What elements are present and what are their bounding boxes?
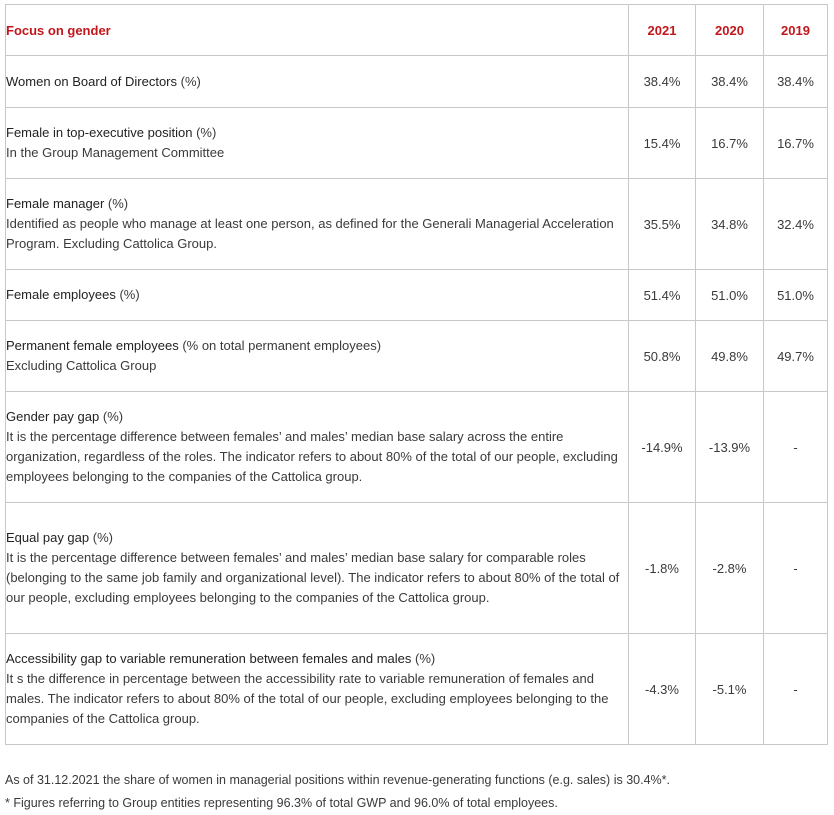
table-title: Focus on gender: [6, 5, 629, 56]
value-2019: -: [764, 503, 828, 634]
value-2020: 34.8%: [696, 179, 764, 270]
table-row: [6, 503, 828, 634]
year-header-2019: 2019: [764, 5, 828, 56]
indicator-name: Accessibility gap to variable remuneration between females and males: [6, 651, 412, 666]
value-2019: 51.0%: [764, 270, 828, 321]
value-2019: -: [764, 634, 828, 745]
value-2021: 50.8%: [629, 321, 696, 392]
value-2021: 51.4%: [629, 270, 696, 321]
indicator-description: It s the difference in percentage between the accessibility rate to variable remuneration of females and males. The indicator refers to about 80% of the total of our people, excluding employees belonging to the companies of the Cattolica group.: [6, 671, 609, 726]
indicator-description: In the Group Management Committee: [6, 145, 225, 160]
row-label: [6, 270, 629, 321]
indicator-name: Female employees: [6, 287, 116, 302]
table-row: [6, 56, 828, 108]
value-2021: 35.5%: [629, 179, 696, 270]
indicator-description: It is the percentage difference between females’ and males’ median base salary across the entire organization, regardless of the roles. The indicator refers to about 80% of the total of our people, excluding employees belonging to the companies of the Cattolica group.: [6, 429, 618, 484]
value-2020: 38.4%: [696, 56, 764, 108]
row-label: [6, 634, 629, 745]
table-row: [6, 179, 828, 270]
indicator-name: Women on Board of Directors: [6, 73, 177, 89]
year-header-2021: 2021: [629, 5, 696, 56]
value-2019: -: [764, 392, 828, 503]
value-2021: -4.3%: [629, 634, 696, 745]
value-2021: 15.4%: [629, 108, 696, 179]
footnotes: [5, 769, 670, 815]
row-label: [6, 321, 629, 392]
indicator-description: It is the percentage difference between females’ and males’ median base salary for comparable roles (belonging to the same job family and organizational level). The indicator refers to about 80% of the total of our people, excluding employees belonging to the companies of the Cattolica group.: [6, 550, 620, 605]
row-label: [6, 108, 629, 179]
footnote-women-managerial-share: As of 31.12.2021 the share of women in managerial positions within revenue-generating functions (e.g. sales) is 30.4%*.: [5, 773, 670, 787]
indicator-unit: (%): [119, 287, 140, 302]
value-2021: -14.9%: [629, 392, 696, 503]
indicator-unit: (%): [102, 409, 124, 424]
value-2020: 51.0%: [696, 270, 764, 321]
footnote-scope: * Figures referring to Group entities representing 96.3% of total GWP and 96.0% of total employees.: [5, 796, 558, 810]
value-2020: -2.8%: [696, 503, 764, 634]
table-row: [6, 108, 828, 179]
value-2020: 49.8%: [696, 321, 764, 392]
table-row: [6, 321, 828, 392]
table-row: [6, 392, 828, 503]
row-label: [6, 56, 629, 108]
table-header-row: [6, 5, 828, 56]
value-2019: 32.4%: [764, 179, 828, 270]
indicator-name: Permanent female employees: [6, 338, 179, 353]
indicator-unit: (% on total permanent employees): [182, 338, 382, 353]
value-2021: -1.8%: [629, 503, 696, 634]
indicator-unit: (%): [92, 530, 113, 545]
indicator-unit: (%): [196, 125, 217, 140]
indicator-description: Excluding Cattolica Group: [6, 358, 157, 373]
indicator-description: Identified as people who manage at least one person, as defined for the Generali Managerial Acceleration Program. Excluding Cattolica Group.: [6, 216, 614, 251]
value-2019: 38.4%: [764, 56, 828, 108]
value-2019: 16.7%: [764, 108, 828, 179]
year-header-2020: 2020: [696, 5, 764, 56]
value-2019: 49.7%: [764, 321, 828, 392]
row-label: [6, 179, 629, 270]
row-label: [6, 392, 629, 503]
gender-kpi-table: [5, 4, 828, 745]
value-2020: -5.1%: [696, 634, 764, 745]
indicator-name: Female in top-executive position: [6, 125, 193, 140]
indicator-unit: (%): [180, 73, 201, 89]
value-2021: 38.4%: [629, 56, 696, 108]
table-row: [6, 270, 828, 321]
row-label: [6, 503, 629, 634]
indicator-name: Equal pay gap: [6, 530, 90, 545]
table-row: [6, 634, 828, 745]
indicator-unit: (%): [415, 651, 436, 666]
indicator-name: Female manager: [6, 196, 105, 211]
indicator-unit: (%): [107, 196, 129, 211]
indicator-name: Gender pay gap: [6, 409, 100, 424]
value-2020: -13.9%: [696, 392, 764, 503]
value-2020: 16.7%: [696, 108, 764, 179]
